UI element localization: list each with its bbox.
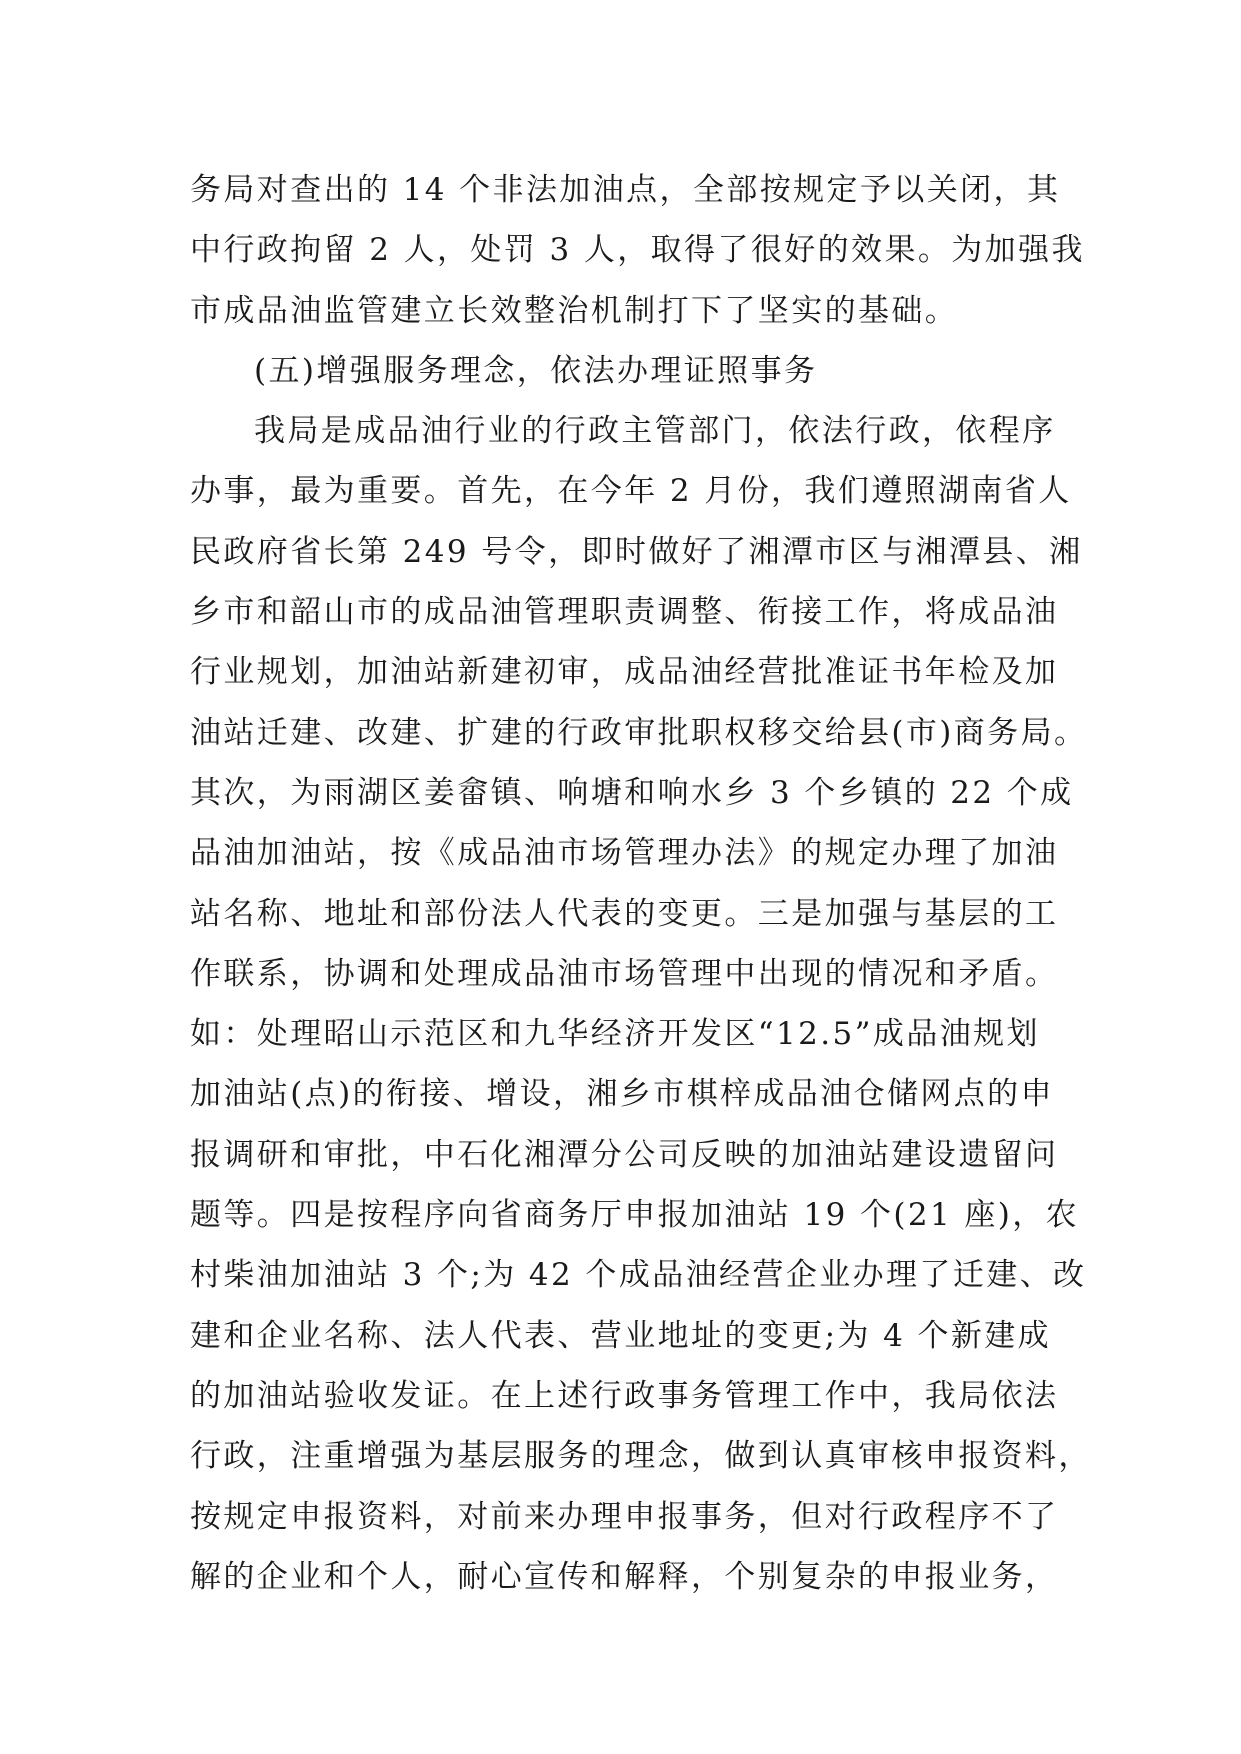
text-line: 其次，为雨湖区姜畲镇、响塘和响水乡 3 个乡镇的 22 个成 [190, 774, 1074, 811]
paragraph-first-line: 我局是成品油行业的行政主管部门，依法行政，依程序 [254, 413, 1056, 450]
text-line: 解的企业和个人，耐心宣传和解释，个别复杂的申报业务， [190, 1558, 1059, 1595]
text-line: 建和企业名称、法人代表、营业地址的变更;为 4 个新建成 [190, 1317, 1052, 1354]
text-line: 市成品油监管建立长效整治机制打下了坚实的基础。 [190, 292, 959, 329]
text-line: 村柴油加油站 3 个;为 42 个成品油经营企业办理了迁建、改 [190, 1257, 1087, 1294]
text-line: 中行政拘留 2 人，处罚 3 人，取得了很好的效果。为加强我 [190, 232, 1085, 269]
text-line: 办事，最为重要。首先，在今年 2 月份，我们遵照湖南省人 [190, 473, 1072, 510]
text-line: 题等。四是按程序向省商务厅申报加油站 19 个(21 座)，农 [190, 1197, 1080, 1234]
text-line: 务局对查出的 14 个非法加油点，全部按规定予以关闭，其 [190, 172, 1061, 208]
text-line: 乡市和韶山市的成品油管理职责调整、衔接工作，将成品油 [190, 594, 1059, 631]
text-line: 如：处理昭山示范区和九华经济开发区“12.5”成品油规划 [190, 1016, 1040, 1053]
text-line: 的加油站验收发证。在上述行政事务管理工作中，我局依法 [190, 1377, 1059, 1414]
text-line: 站名称、地址和部份法人代表的变更。三是加强与基层的工 [190, 895, 1059, 932]
text-line: 行业规划，加油站新建初审，成品油经营批准证书年检及加 [190, 654, 1059, 691]
body-text [190, 160, 1092, 1607]
text-line: 民政府省长第 249 号令，即时做好了湘潭市区与湘潭县、湘 [190, 533, 1083, 570]
text-line: 加油站(点)的衔接、增设，湘乡市棋梓成品油仓储网点的申 [190, 1076, 1054, 1113]
text-line: 品油加油站，按《成品油市场管理办法》的规定办理了加油 [190, 835, 1059, 872]
section-heading: (五)增强服务理念，依法办理证照事务 [254, 352, 818, 389]
text-line: 按规定申报资料，对前来办理申报事务，但对行政程序不了 [190, 1498, 1059, 1535]
text-line: 报调研和审批，中石化湘潭分公司反映的加油站建设遗留问 [190, 1136, 1059, 1173]
text-line: 作联系，协调和处理成品油市场管理中出现的情况和矛盾。 [190, 955, 1059, 992]
text-line: 油站迁建、改建、扩建的行政审批职权移交给县(市)商务局。 [190, 714, 1088, 751]
text-line: 行政，注重增强为基层服务的理念，做到认真审核申报资料， [190, 1438, 1092, 1475]
